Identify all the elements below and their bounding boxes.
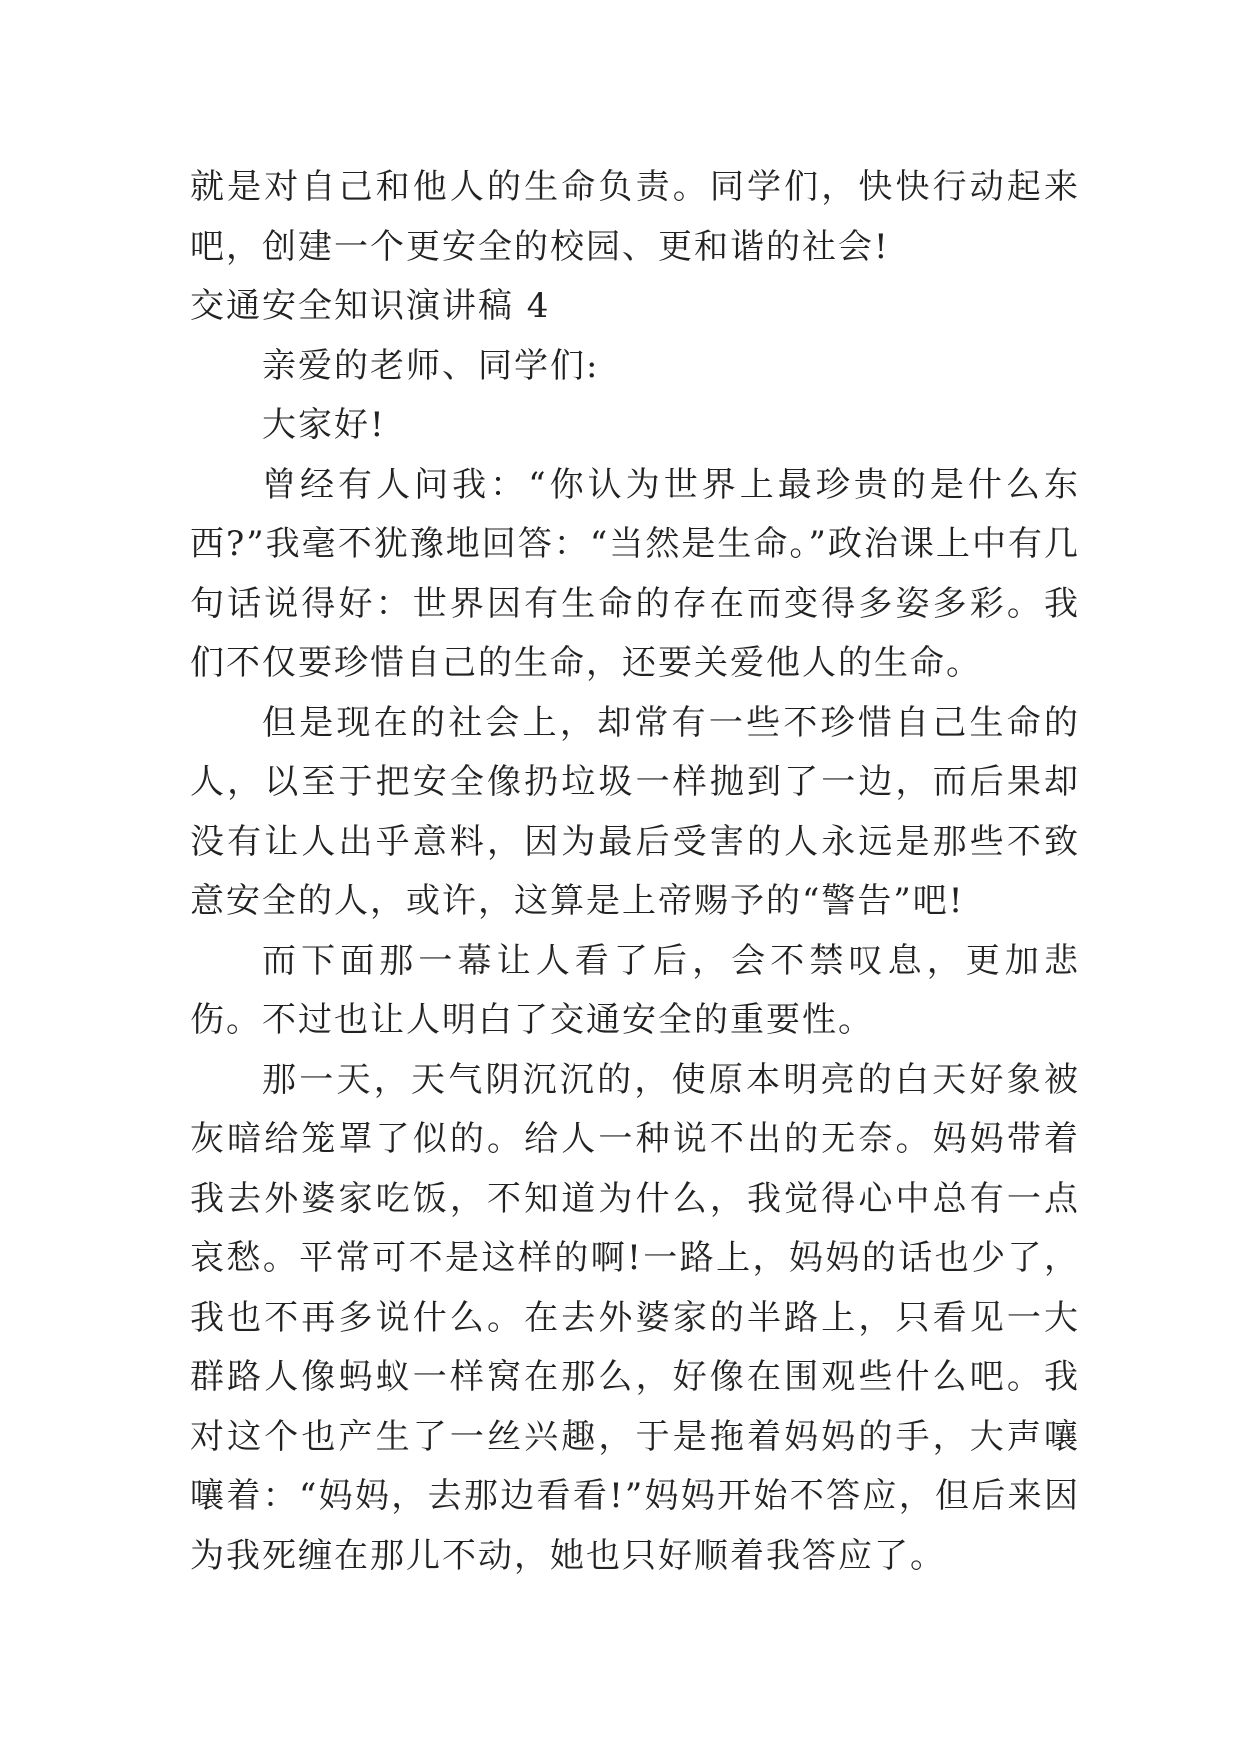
continuation-paragraph: 就是对自己和他人的生命负责。同学们，快快行动起来吧，创建一个更安全的校园、更和谐的社会! (190, 167, 1080, 267)
salutation: 亲爱的老师、同学们: (262, 345, 600, 386)
greeting: 大家好! (262, 405, 386, 445)
body-paragraph-4: 那一天，天气阴沉沉的，使原本明亮的白天好象被灰暗给笼罩了似的。给人一种说不出的无奈。妈妈带着我去外婆家吃饭，不知道为什么，我觉得心中总有一点哀愁。平常可不是这样的啊!一路上，妈妈的话也少了，我也不再多说什么。在去外婆家的半路上，只看见一大群路人像蚂蚁一样窝在那么，好像在围观些什么吧。我对这个也产生了一丝兴趣，于是拖着妈妈的手，大声嚷嚷着：“妈妈，去那边看看!”妈妈开始不答应，但后来因为我死缠在那儿不动，她也只好顺着我答应了。 (190, 1059, 1080, 1576)
section-heading: 交通安全知识演讲稿 4 (190, 286, 551, 326)
body-paragraph-3: 而下面那一幕让人看了后，会不禁叹息，更加悲伤。不过也让人明白了交通安全的重要性。 (190, 940, 1080, 1040)
document-body (190, 158, 1080, 1586)
body-paragraph-1: 曾经有人问我：“你认为世界上最珍贵的是什么东西?”我毫不犹豫地回答：“当然是生命。”政治课上中有几句话说得好：世界因有生命的存在而变得多姿多彩。我们不仅要珍惜自己的生命，还要关爱他人的生命。 (190, 464, 1080, 683)
body-paragraph-2: 但是现在的社会上，却常有一些不珍惜自己生命的人，以至于把安全像扔垃圾一样抛到了一边，而后果却没有让人出乎意料，因为最后受害的人永远是那些不致意安全的人，或许，这算是上帝赐予的“警告”吧! (190, 702, 1080, 921)
